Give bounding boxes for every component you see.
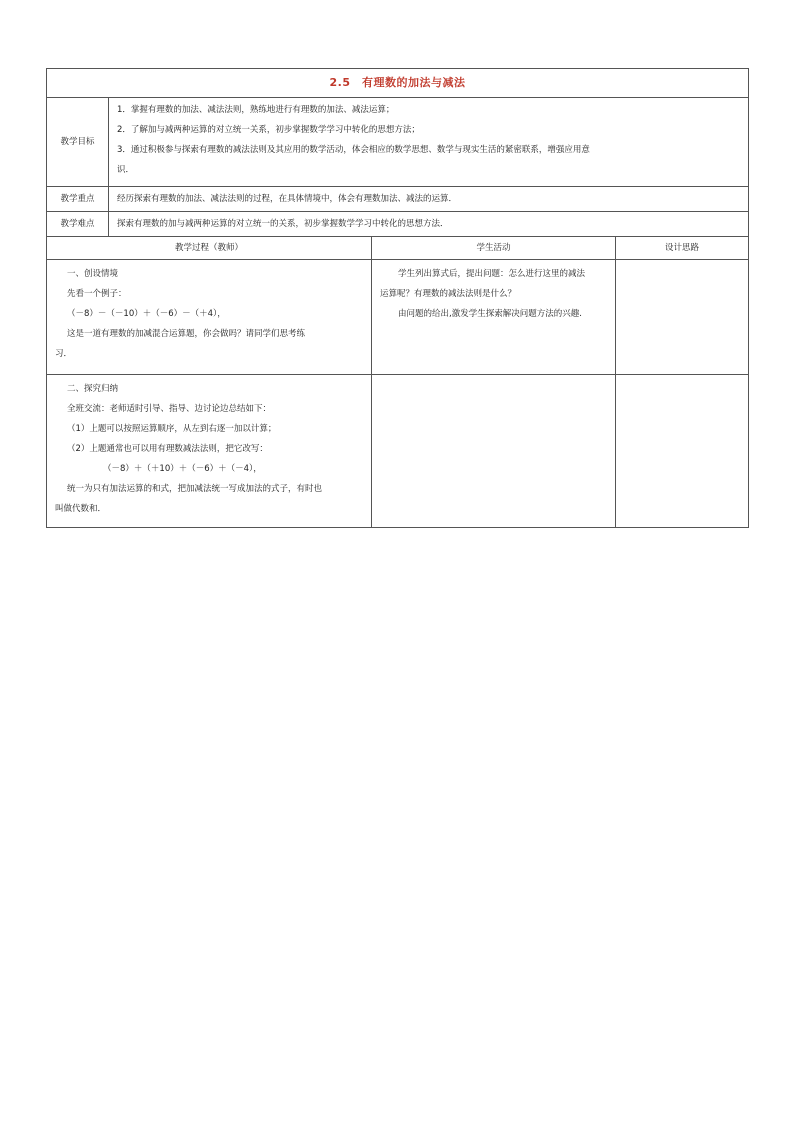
key-points-content: 经历探索有理数的加法、减法法则的过程，在具体情境中，体会有理数加法、减法的运算． xyxy=(109,187,749,212)
section2-heading: 二、探究归纳 xyxy=(67,384,119,394)
section1-expression: （－8）－（－10）＋（－6）－（＋4）， xyxy=(67,309,226,319)
difficulties-content: 探索有理数的加与减两种运算的对立统一的关系，初步掌握数学学习中转化的思想方法． xyxy=(109,212,749,237)
objective-item: 3．通过积极参与探索有理数的减法法则及其应用的数学活动，体会相应的数学思想、数学与现实生活的紧密联系，增强应用意 xyxy=(117,145,590,155)
key-points-label: 教学重点 xyxy=(47,187,109,212)
section1-heading: 一、创设情境 xyxy=(67,269,119,279)
section1-line: 先看一个例子： xyxy=(67,289,127,299)
difficulties-label: 教学难点 xyxy=(47,212,109,237)
section1-process xyxy=(47,260,372,375)
section1-student xyxy=(372,260,616,375)
section2-line: 统一为只有加法运算的和式，把加减法统一写成加法的式子，有时也 xyxy=(67,484,323,494)
student-activity-line: 学生列出算式后，提出问题：怎么进行这里的减法 xyxy=(398,269,586,279)
header-design: 设计思路 xyxy=(616,237,749,260)
objectives-content xyxy=(109,98,749,187)
student-activity-line: 运算呢？有理数的减法法则是什么？ xyxy=(380,289,517,299)
section1-line: 习． xyxy=(55,349,73,359)
page-title: 2.5 有理数的加法与减法 xyxy=(329,75,466,89)
section2-line: 全班交流：老师适时引导、指导、边讨论边总结如下： xyxy=(67,404,272,414)
section2-student xyxy=(372,375,616,528)
objective-item: 1．掌握有理数的加法、减法法则，熟练地进行有理数的加法、减法运算； xyxy=(117,105,395,115)
section2-expression: （－8）＋（＋10）＋（－6）＋（－4）， xyxy=(103,464,262,474)
section2-line: 叫做代数和． xyxy=(55,504,107,514)
objectives-label: 教学目标 xyxy=(47,98,109,187)
title-cell xyxy=(47,69,749,98)
section2-line: （1）上题可以按照运算顺序，从左到右逐一加以计算； xyxy=(67,424,277,434)
objective-item: 识． xyxy=(117,165,135,175)
header-student: 学生活动 xyxy=(372,237,616,260)
section2-line: （2）上题通常也可以用有理数减法法则，把它改写： xyxy=(67,444,268,454)
student-activity-line: 由问题的给出,激发学生探索解决问题方法的兴趣. xyxy=(398,309,582,319)
lesson-plan-table xyxy=(46,68,749,528)
section1-design xyxy=(616,260,749,375)
section2-design xyxy=(616,375,749,528)
objective-item: 2．了解加与减两种运算的对立统一关系，初步掌握数学学习中转化的思想方法； xyxy=(117,125,420,135)
section1-line: 这是一道有理数的加减混合运算题，你会做吗？请同学们思考练 xyxy=(67,329,306,339)
header-process: 教学过程（教师） xyxy=(47,237,372,260)
section2-process xyxy=(47,375,372,528)
